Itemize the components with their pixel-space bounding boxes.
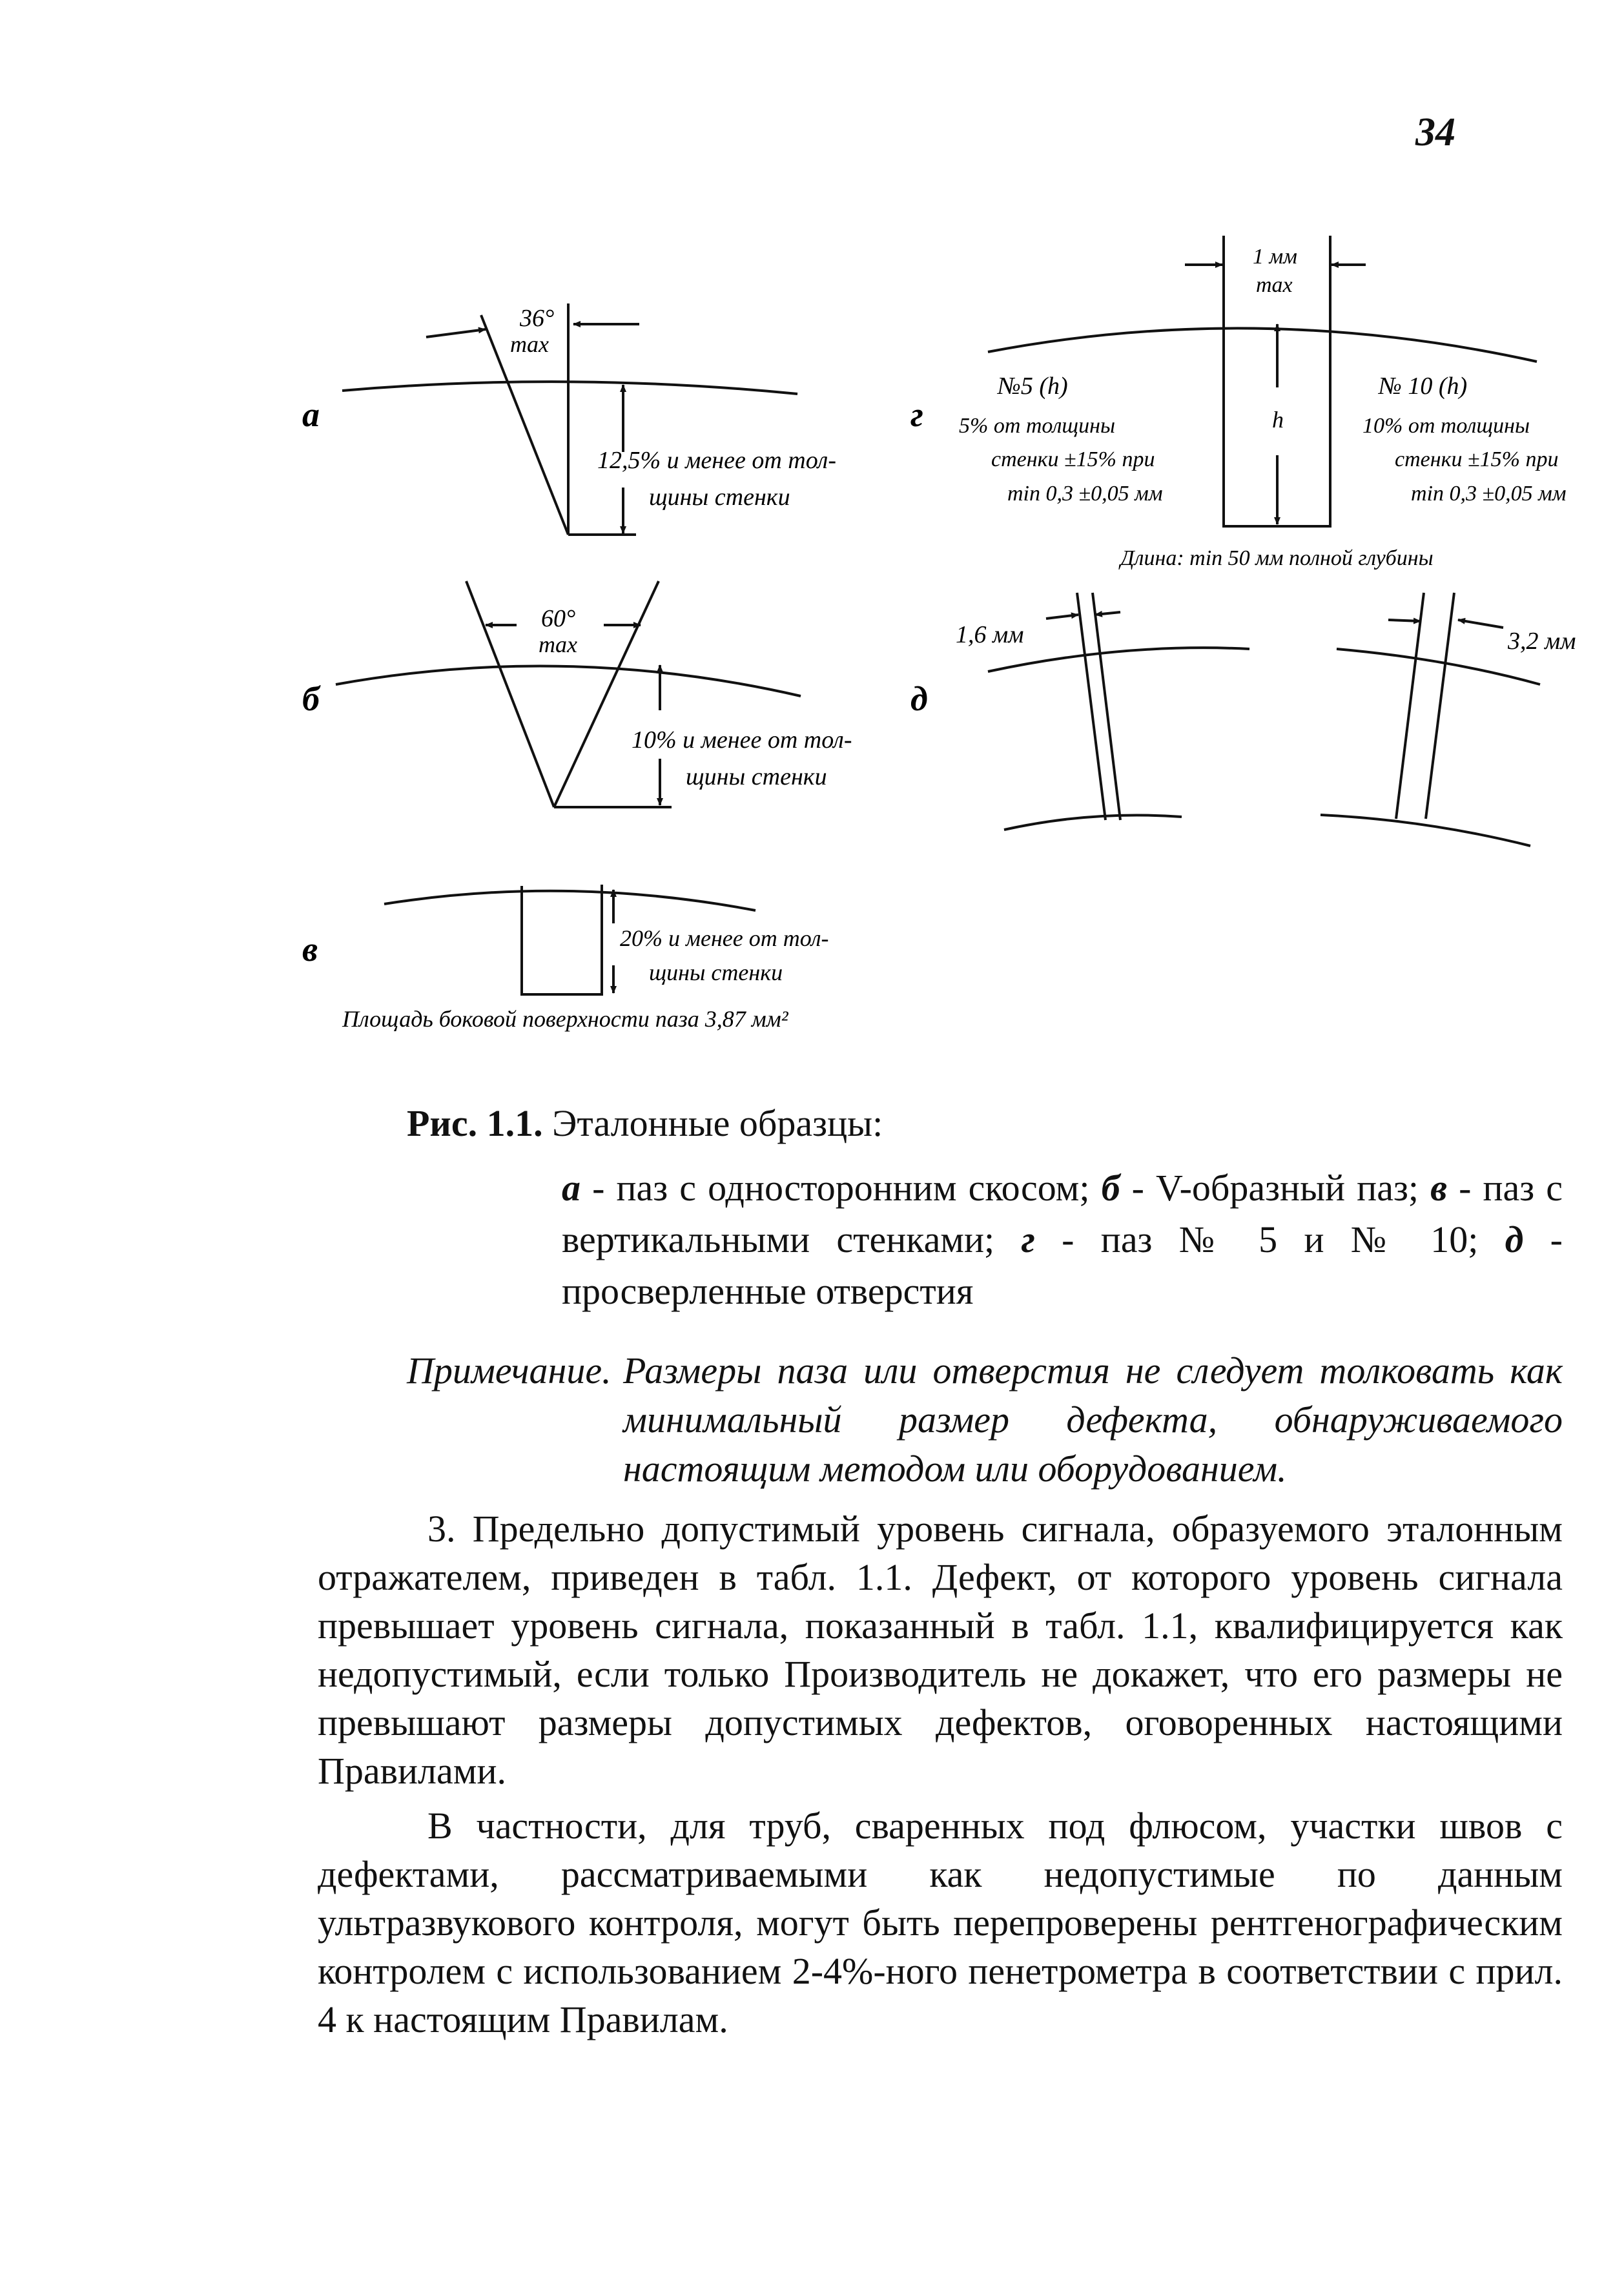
fig-letter-v: в: [302, 930, 318, 969]
legend-text-a: - паз с односторонним скосом;: [581, 1167, 1102, 1209]
fig-d-right-dim-arrow: [1458, 620, 1503, 628]
fig-letter-b: б: [302, 679, 320, 718]
fig-letter-g: г: [910, 395, 923, 434]
fig-g-right-line1: 10% от толщины: [1362, 414, 1530, 438]
fig-g-outer-surface: [988, 328, 1537, 362]
fig-g-depth-symbol: h: [1272, 407, 1284, 433]
fig-a-angle-max: max: [510, 331, 549, 357]
fig-d-left-dim-arrow: [1046, 615, 1078, 619]
fig-b-outer-surface: [336, 666, 801, 696]
fig-g-right-title: № 10 (h): [1379, 373, 1468, 400]
fig-a-depth-line2: щины стенки: [649, 484, 790, 511]
legend-letter-v: в: [1430, 1167, 1447, 1209]
fig-g-right-line3: min 0,3 ±0,05 мм: [1411, 482, 1567, 506]
legend-text-v: - паз с вертикальными стенками;: [562, 1167, 1563, 1260]
legend-text-b: - V-образный паз;: [1120, 1167, 1431, 1209]
legend-letter-b: б: [1101, 1167, 1120, 1209]
fig-d-left-hole-wall-1: [1077, 593, 1105, 820]
paragraph-1: 3. Предельно допустимый уровень сигнала, образуемого эталонным отражателем, приведен в табл. 1.1. Дефект, от которого уровень сигнала превышает уровень сигнала, показанный в табл. 1.1, квалифицируется как недопустимый, если только Производитель не докажет, что его размеры не превышают размеры допустимых дефектов, оговоренных настоящими Правилами.: [318, 1508, 1563, 1792]
fig-v-depth-line1: 20% и менее от тол-: [620, 925, 829, 951]
fig-a-outer-surface: [342, 382, 797, 394]
note-text: Размеры паза или отверстия не следует толковать как минимальный размер дефекта, обнаруживаемого настоящим методом или оборудованием.: [623, 1350, 1563, 1490]
fig-v-notch: [522, 885, 602, 994]
fig-g-length-label: Длина: min 50 мм полной глубины: [1120, 546, 1434, 570]
note-label: Примечание.: [407, 1350, 612, 1392]
legend-letter-d: д: [1505, 1218, 1524, 1260]
fig-g-left-line1: 5% от толщины: [959, 414, 1115, 438]
fig-g-right-line2: стенки ±15% при: [1395, 447, 1559, 471]
fig-g-left-line2: стенки ±15% при: [991, 447, 1155, 471]
fig-d-left-dim-arrow-right: [1095, 612, 1120, 615]
fig-d-left-dim-label: 1,6 мм: [956, 621, 1024, 648]
fig-a-depth-line1: 12,5% и менее от тол-: [597, 447, 837, 474]
fig-b-depth-line2: щины стенки: [686, 763, 827, 790]
fig-g-left-title: №5 (h): [998, 373, 1068, 400]
fig-b-angle-max: max: [539, 632, 577, 657]
fig-v-area-label: Площадь боковой поверхности паза 3,87 мм²: [342, 1006, 788, 1032]
fig-g-width-label: 1 мм: [1253, 245, 1297, 269]
fig-d-left-inner-surface: [1004, 816, 1182, 830]
fig-a-angle-label: 36°: [520, 305, 555, 332]
reference-samples-figure: [0, 0, 1624, 1046]
figure-caption-label: Рис. 1.1.: [407, 1102, 543, 1144]
legend-text-g: - паз № 5 и № 10;: [1034, 1218, 1505, 1260]
figure-caption-title: Эталонные образцы:: [542, 1102, 883, 1144]
fig-g-left-line3: min 0,3 ±0,05 мм: [1007, 482, 1163, 506]
fig-d-right-hole-wall-1: [1396, 593, 1424, 819]
fig-d-left-outer-surface: [988, 648, 1249, 672]
legend-text-d: - просверленные отверстия: [562, 1218, 1563, 1312]
fig-letter-d: д: [910, 679, 928, 718]
fig-d-right-dim-label: 3,2 мм: [1508, 628, 1576, 655]
fig-v-outer-surface: [384, 891, 755, 910]
figure-legend: [562, 1162, 1563, 1317]
fig-d-right-inner-surface: [1321, 815, 1530, 846]
fig-d-right-hole-wall-2: [1426, 593, 1454, 819]
legend-letter-g: г: [1021, 1218, 1035, 1260]
fig-d-right-dim-arrow-left: [1388, 620, 1421, 621]
fig-a-angle-arrow: [426, 329, 486, 337]
paragraph-2: В частности, для труб, сваренных под флюсом, участки швов с дефектами, рассматриваемыми как недопустимые по данным ультразвукового контроля, могут быть перепроверены рентгенографическим контролем с использованием 2-4%-ного пенетрометра в соответствии с прил. 4 к настоящим Правилам.: [318, 1805, 1563, 2040]
fig-g-width-max: max: [1256, 273, 1293, 297]
legend-letter-a: а: [562, 1167, 581, 1209]
page-number: 34: [1415, 110, 1455, 154]
fig-v-depth-line2: щины стенки: [649, 960, 783, 985]
fig-b-depth-line1: 10% и менее от тол-: [632, 726, 852, 754]
fig-letter-a: а: [302, 395, 320, 434]
fig-b-angle-label: 60°: [541, 605, 576, 632]
fig-d-left-hole-wall-2: [1093, 593, 1120, 820]
figure-caption: [407, 1098, 883, 1149]
